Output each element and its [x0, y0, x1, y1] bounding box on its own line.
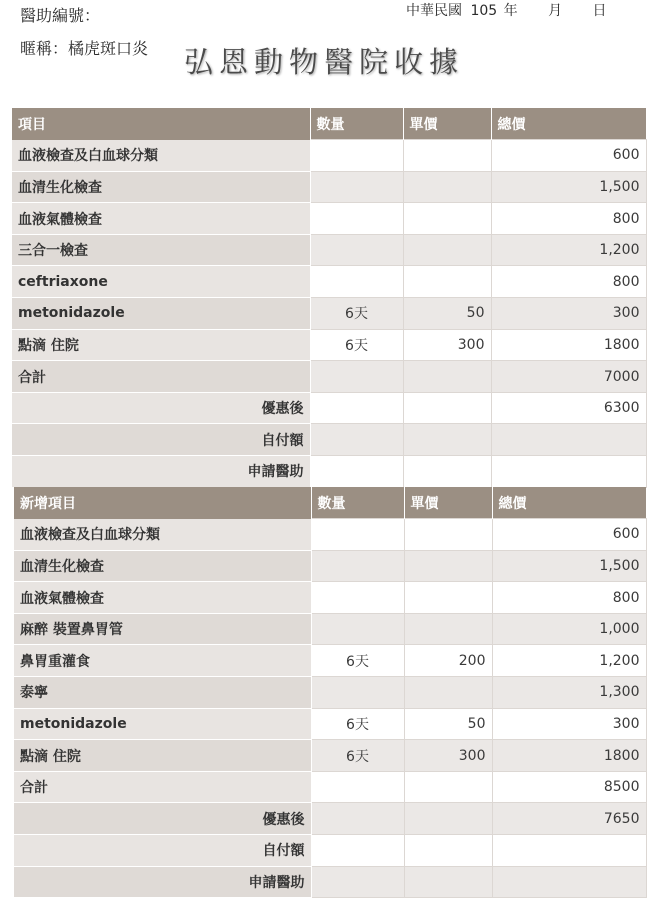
item-cell: 合計: [12, 361, 310, 393]
total-price-cell: 800: [492, 582, 646, 614]
total-price-cell: 8500: [492, 771, 646, 803]
item-cell: 鼻胃重灌食: [14, 645, 311, 677]
total-price-cell: 800: [491, 203, 646, 235]
column-header: 項目: [12, 108, 310, 140]
item-cell: 血液氣體檢查: [14, 582, 311, 614]
item-cell: 優惠後: [14, 803, 311, 835]
unit-price-cell: [403, 361, 491, 393]
quantity-cell: [311, 519, 404, 551]
unit-price-cell: [404, 550, 492, 582]
column-header: 單價: [403, 108, 491, 140]
unit-price-cell: [403, 456, 491, 488]
item-cell: 泰寧: [14, 677, 311, 709]
receipt-title: 弘恩動物醫院收據: [184, 45, 465, 79]
table-row: [14, 803, 646, 835]
item-cell: 血液氣體檢查: [12, 203, 310, 235]
table-row: [14, 835, 646, 867]
total-price-cell: 1,200: [491, 234, 646, 266]
item-cell: metonidazole: [14, 708, 311, 740]
table-row: [12, 424, 646, 456]
quantity-cell: [311, 582, 404, 614]
total-price-cell: 6300: [491, 392, 646, 424]
item-cell: 合計: [14, 771, 311, 803]
unit-price-cell: [404, 519, 492, 551]
quantity-cell: [311, 677, 404, 709]
total-price-cell: 1,000: [492, 613, 646, 645]
table-row: [14, 866, 646, 898]
table-row: [12, 171, 646, 203]
unit-price-cell: [403, 171, 491, 203]
quantity-cell: [311, 803, 404, 835]
quantity-cell: [310, 361, 403, 393]
item-cell: 申請醫助: [14, 866, 311, 898]
unit-price-cell: [403, 203, 491, 235]
total-price-cell: 1,500: [492, 550, 646, 582]
quantity-cell: [310, 140, 403, 172]
quantity-cell: [311, 550, 404, 582]
unit-price-cell: 50: [404, 708, 492, 740]
table-row: [12, 266, 646, 298]
date-prefix: 中華民國: [406, 3, 462, 19]
table-row: [12, 203, 646, 235]
table-header-row: [12, 108, 646, 140]
unit-price-cell: 50: [403, 298, 491, 330]
table-row: [14, 645, 646, 677]
total-price-cell: 7650: [492, 803, 646, 835]
table-row: [14, 582, 646, 614]
quantity-cell: [310, 266, 403, 298]
unit-price-cell: [403, 392, 491, 424]
column-header: 數量: [310, 108, 403, 140]
item-cell: 自付額: [14, 835, 311, 867]
table-row: [12, 456, 646, 488]
unit-price-cell: [403, 234, 491, 266]
table-row: [14, 771, 646, 803]
quantity-cell: [310, 234, 403, 266]
item-cell: 自付額: [12, 424, 310, 456]
table-row: [14, 740, 646, 772]
column-header: 總價: [492, 487, 646, 519]
nickname-label: 暱稱：橘虎斑口炎: [20, 39, 149, 58]
unit-price-cell: [404, 835, 492, 867]
table-row: [12, 392, 646, 424]
receipt-table: [12, 108, 646, 488]
unit-price-cell: [404, 866, 492, 898]
receipt-date: [406, 0, 607, 20]
additional-items-table: [14, 487, 646, 898]
column-header: 數量: [311, 487, 404, 519]
unit-price-cell: 200: [404, 645, 492, 677]
table-row: [12, 140, 646, 172]
table-row: [14, 613, 646, 645]
item-cell: 血清生化檢查: [14, 550, 311, 582]
record-number-label: 醫助編號：: [20, 6, 101, 25]
quantity-cell: [311, 866, 404, 898]
date-day-unit: 日: [592, 3, 607, 19]
column-header: 新增項目: [14, 487, 311, 519]
quantity-cell: [311, 613, 404, 645]
quantity-cell: 6天: [311, 740, 404, 772]
item-cell: ceftriaxone: [12, 266, 310, 298]
unit-price-cell: [404, 677, 492, 709]
quantity-cell: 6天: [311, 645, 404, 677]
total-price-cell: [491, 456, 646, 488]
total-price-cell: [492, 866, 646, 898]
column-header: 單價: [404, 487, 492, 519]
table-row: [14, 708, 646, 740]
table-row: [14, 677, 646, 709]
quantity-cell: [310, 456, 403, 488]
item-cell: 點滴 住院: [14, 740, 311, 772]
total-price-cell: 1,300: [492, 677, 646, 709]
item-cell: 血清生化檢查: [12, 171, 310, 203]
unit-price-cell: [404, 613, 492, 645]
item-cell: 三合一檢查: [12, 234, 310, 266]
total-price-cell: 7000: [491, 361, 646, 393]
item-cell: 血液檢查及白血球分類: [14, 519, 311, 551]
total-price-cell: 600: [491, 140, 646, 172]
date-year: 105: [470, 3, 498, 19]
quantity-cell: [310, 203, 403, 235]
table-row: [12, 298, 646, 330]
unit-price-cell: [404, 803, 492, 835]
quantity-cell: 6天: [311, 708, 404, 740]
item-cell: 點滴 住院: [12, 329, 310, 361]
total-price-cell: 800: [491, 266, 646, 298]
table-row: [12, 234, 646, 266]
total-price-cell: 300: [491, 298, 646, 330]
total-price-cell: [492, 835, 646, 867]
total-price-cell: 1800: [492, 740, 646, 772]
table-row: [14, 550, 646, 582]
date-month-unit: 月: [548, 3, 563, 19]
total-price-cell: [491, 424, 646, 456]
table-row: [12, 329, 646, 361]
unit-price-cell: 300: [404, 740, 492, 772]
item-cell: metonidazole: [12, 298, 310, 330]
total-price-cell: 1800: [491, 329, 646, 361]
total-price-cell: 300: [492, 708, 646, 740]
quantity-cell: [311, 771, 404, 803]
item-cell: 申請醫助: [12, 456, 310, 488]
table-row: [12, 361, 646, 393]
item-cell: 血液檢查及白血球分類: [12, 140, 310, 172]
quantity-cell: [310, 171, 403, 203]
unit-price-cell: [404, 582, 492, 614]
unit-price-cell: 300: [403, 329, 491, 361]
table-header-row: [14, 487, 646, 519]
item-cell: 麻醉 裝置鼻胃管: [14, 613, 311, 645]
table-row: [14, 519, 646, 551]
quantity-cell: [310, 424, 403, 456]
total-price-cell: 1,500: [491, 171, 646, 203]
quantity-cell: [311, 835, 404, 867]
unit-price-cell: [403, 266, 491, 298]
quantity-cell: 6天: [310, 329, 403, 361]
item-cell: 優惠後: [12, 392, 310, 424]
unit-price-cell: [403, 424, 491, 456]
quantity-cell: [310, 392, 403, 424]
quantity-cell: 6天: [310, 298, 403, 330]
column-header: 總價: [491, 108, 646, 140]
unit-price-cell: [404, 771, 492, 803]
unit-price-cell: [403, 140, 491, 172]
total-price-cell: 600: [492, 519, 646, 551]
date-year-unit: 年: [503, 3, 518, 19]
total-price-cell: 1,200: [492, 645, 646, 677]
